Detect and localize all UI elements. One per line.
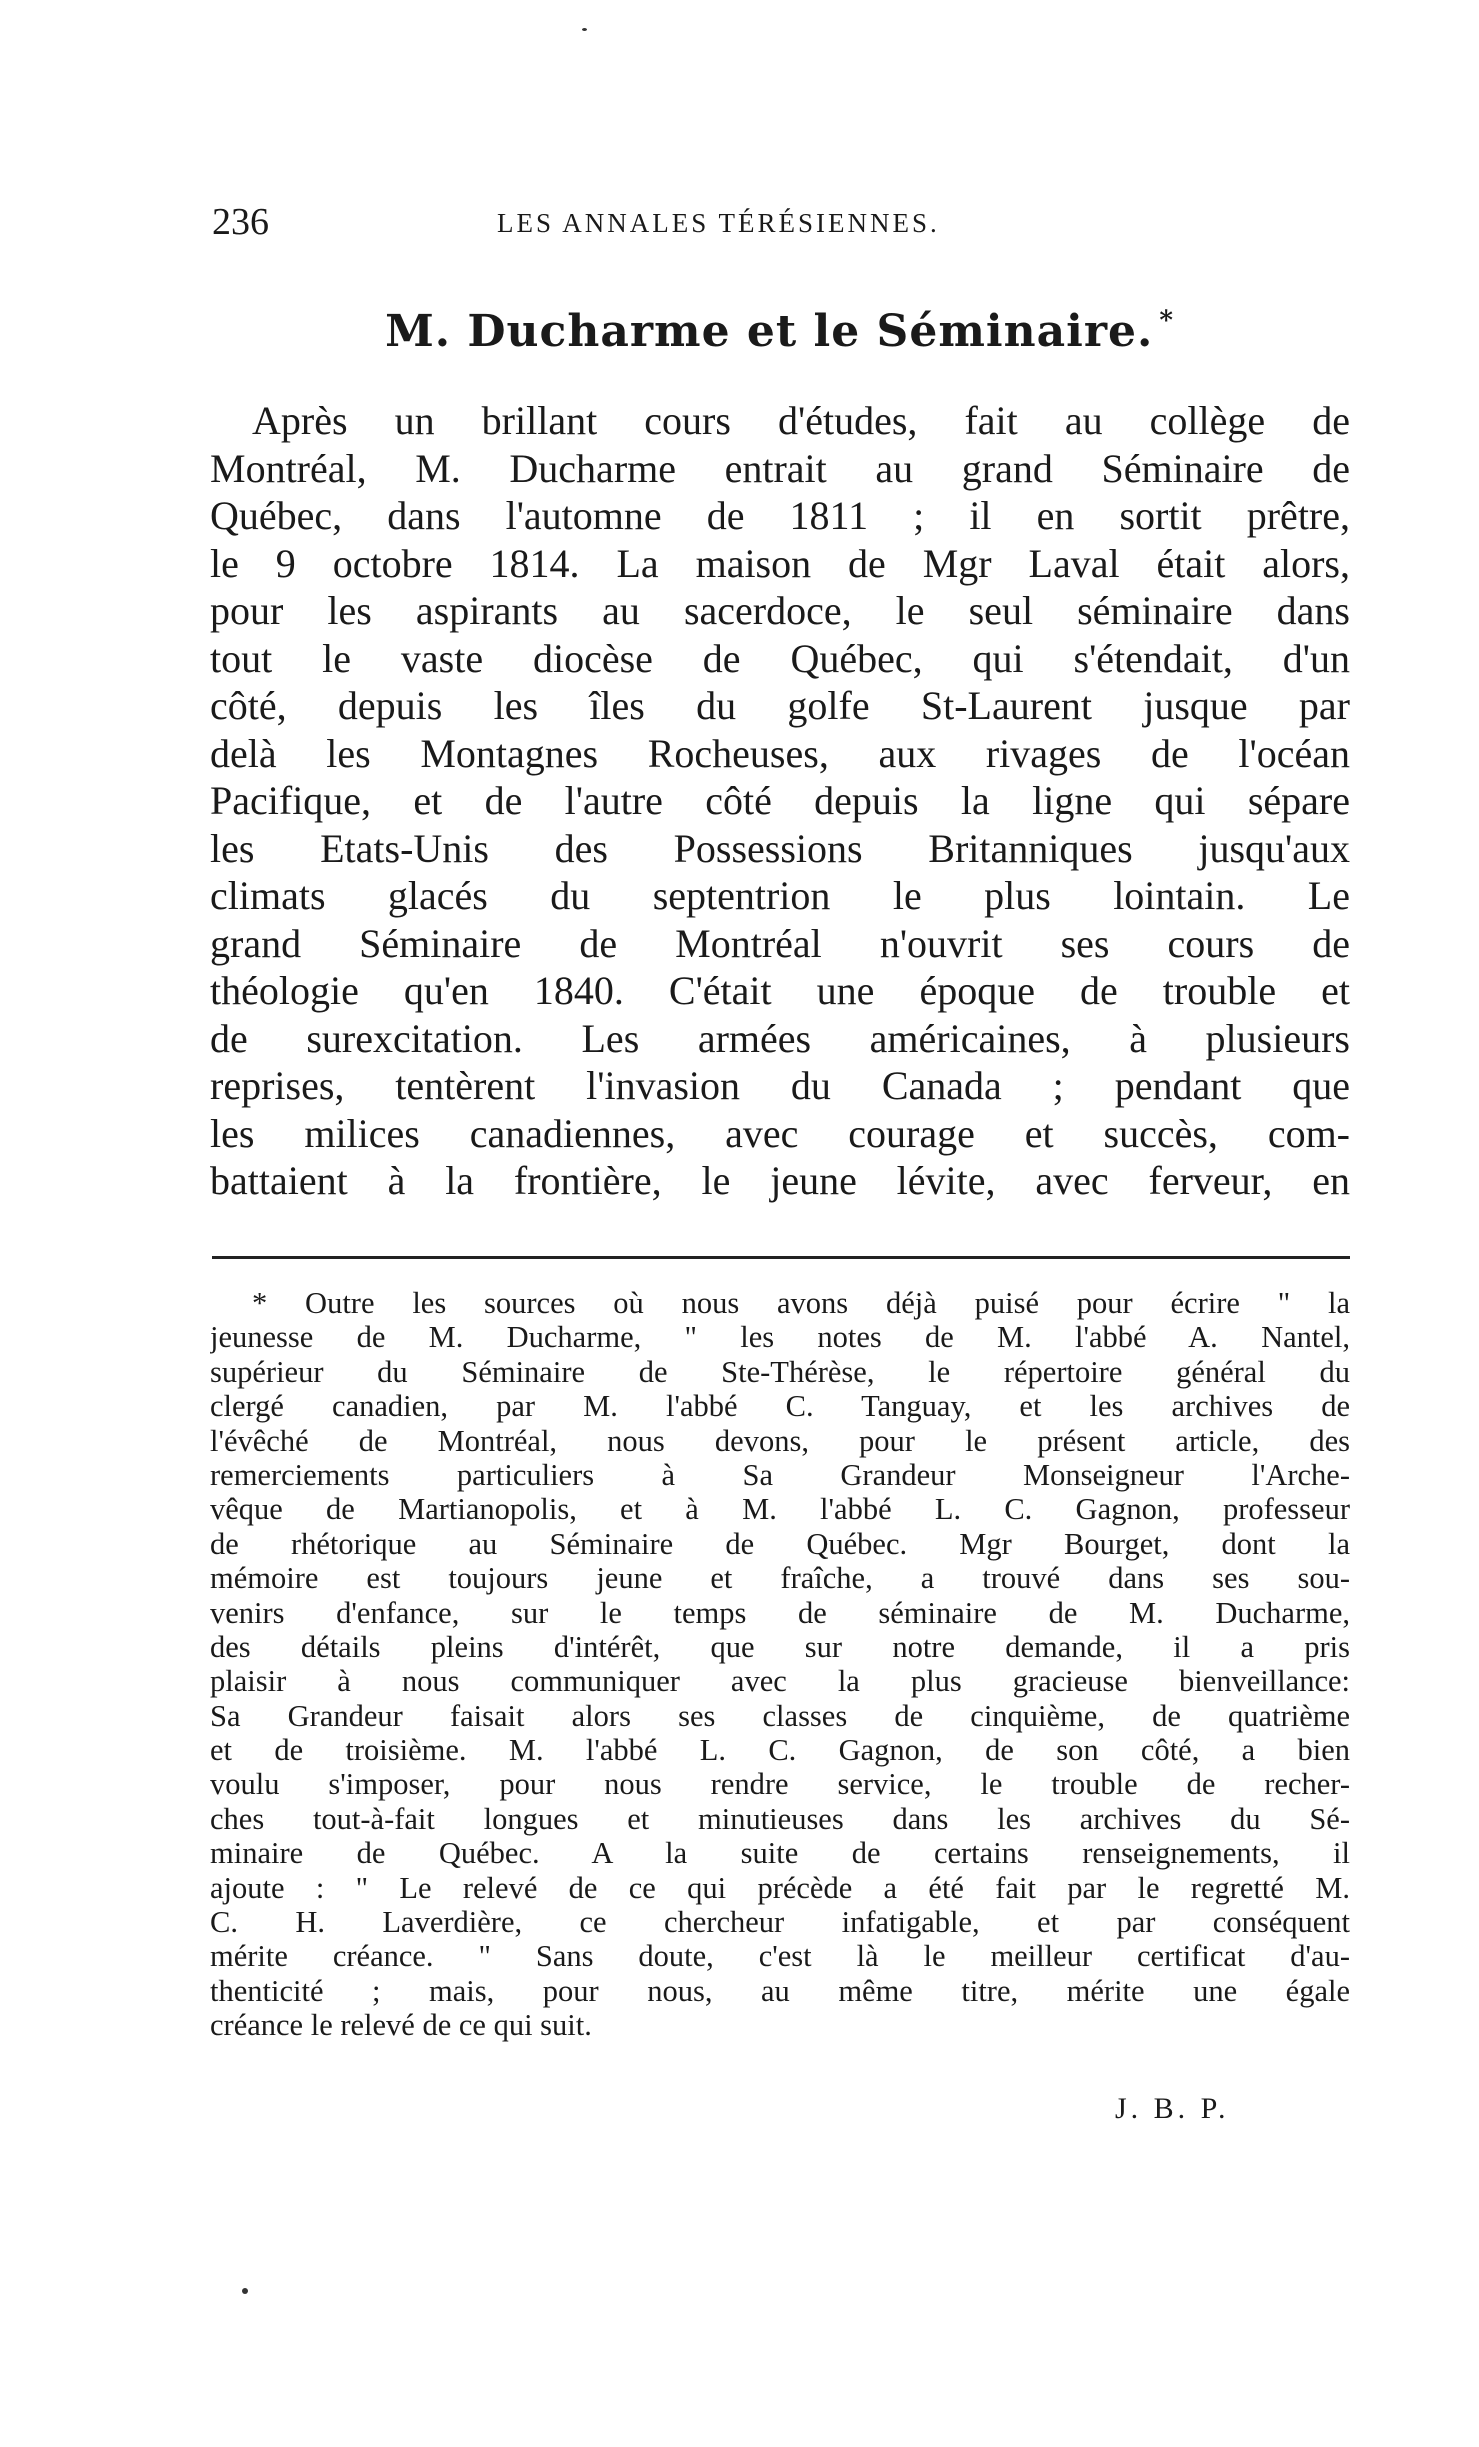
body-line: tout le vaste diocèse de Québec, qui s'étendait, d'un	[210, 635, 1350, 681]
body-line: les milices canadiennes, avec courage et succès, com-	[210, 1110, 1350, 1156]
footnote-line: mémoire est toujours jeune et fraîche, a trouvé dans ses sou-	[210, 1561, 1350, 1596]
footnote-line: supérieur du Séminaire de Ste-Thérèse, le répertoire général du	[210, 1354, 1350, 1389]
footnote-line: et de troisième. M. l'abbé L. C. Gagnon, de son côté, a bien	[210, 1733, 1350, 1768]
body-line: Après un brillant cours d'études, fait au collège de	[252, 398, 1350, 443]
footnote-line: ajoute : " Le relevé de ce qui précède a été fait par le regretté M.	[210, 1870, 1350, 1905]
footnote-line: mérite créance. " Sans doute, c'est là le meilleur certificat d'au-	[210, 1939, 1350, 1974]
scan-speck	[582, 28, 587, 31]
page-number: 236	[212, 201, 269, 243]
footnote-line: * Outre les sources où nous avons déjà puisé pour écrire " la	[252, 1286, 1350, 1320]
body-line: théologie qu'en 1840. C'était une époque de trouble et	[210, 968, 1350, 1013]
footnote-line: l'évêché de Montréal, nous devons, pour le présent article, des	[210, 1423, 1350, 1458]
body-line: les Etats-Unis des Possessions Britanniques jusqu'aux	[210, 825, 1350, 871]
footnote-line: remerciements particuliers à Sa Grandeur Monseigneur l'Arche-	[210, 1457, 1350, 1492]
footnote-line: plaisir à nous communiquer avec la plus gracieuse bienveillance:	[210, 1664, 1350, 1699]
body-line: Montréal, M. Ducharme entrait au grand Séminaire de	[210, 445, 1350, 491]
body-line: le 9 octobre 1814. La maison de Mgr Laval était alors,	[210, 540, 1350, 586]
running-title: LES ANNALES TÉRÉSIENNES.	[497, 208, 940, 238]
footnote-line: jeunesse de M. Ducharme, " les notes de M. l'abbé A. Nantel,	[210, 1320, 1350, 1355]
footnote-line: ches tout-à-fait longues et minutieuses dans les archives du Sé-	[210, 1801, 1350, 1836]
article-title	[212, 306, 1347, 357]
body-line: de surexcitation. Les armées américaines, à plusieurs	[210, 1015, 1350, 1061]
body-line: delà les Montagnes Rocheuses, aux rivages de l'océan	[210, 730, 1350, 776]
footnote-signature: J. B. P.	[1115, 2092, 1230, 2125]
body-line: pour les aspirants au sacerdoce, le seul séminaire dans	[210, 588, 1350, 633]
footnote-line: Sa Grandeur faisait alors ses classes de cinquième, de quatrième	[210, 1698, 1350, 1733]
article-title-text: M. Ducharme et le Séminaire.	[385, 306, 1154, 357]
body-line: Pacifique, et de l'autre côté depuis la ligne qui sépare	[210, 778, 1350, 823]
footnote-line: des détails pleins d'intérêt, que sur notre demande, il a pris	[210, 1629, 1350, 1664]
footnote-reference-mark: *	[1159, 306, 1174, 336]
footnote-separator-rule	[212, 1256, 1350, 1259]
page-header	[212, 200, 1047, 246]
footnote-line: thenticité ; mais, pour nous, au même titre, mérite une égale	[210, 1973, 1350, 2008]
footnote-line: venirs d'enfance, sur le temps de séminaire de M. Ducharme,	[210, 1595, 1350, 1630]
body-line: grand Séminaire de Montréal n'ouvrit ses cours de	[210, 920, 1350, 966]
footnote-line: vêque de Martianopolis, et à M. l'abbé L. C. Gagnon, professeur	[210, 1492, 1350, 1527]
footnote-line: créance le relevé de ce qui suit.	[210, 2008, 592, 2043]
body-line: climats glacés du septentrion le plus lointain. Le	[210, 873, 1350, 918]
footnote-line: voulu s'imposer, pour nous rendre service, le trouble de recher-	[210, 1767, 1350, 1802]
body-line: battaient à la frontière, le jeune lévite, avec ferveur, en	[210, 1158, 1350, 1203]
footnote-line: clergé canadien, par M. l'abbé C. Tanguay, et les archives de	[210, 1389, 1350, 1424]
footnote	[210, 1286, 1350, 2043]
scan-speck	[242, 2288, 248, 2294]
body-line: Québec, dans l'automne de 1811 ; il en sortit prêtre,	[210, 493, 1350, 538]
footnote-line: minaire de Québec. A la suite de certains renseignements, il	[210, 1836, 1350, 1871]
body-line: reprises, tentèrent l'invasion du Canada ; pendant que	[210, 1063, 1350, 1108]
body-line: côté, depuis les îles du golfe St-Laurent jusque par	[210, 683, 1350, 728]
footnote-line: C. H. Laverdière, ce chercheur infatigable, et par conséquent	[210, 1905, 1350, 1940]
body-paragraph	[210, 397, 1350, 1205]
footnote-line: de rhétorique au Séminaire de Québec. Mgr Bourget, dont la	[210, 1526, 1350, 1561]
